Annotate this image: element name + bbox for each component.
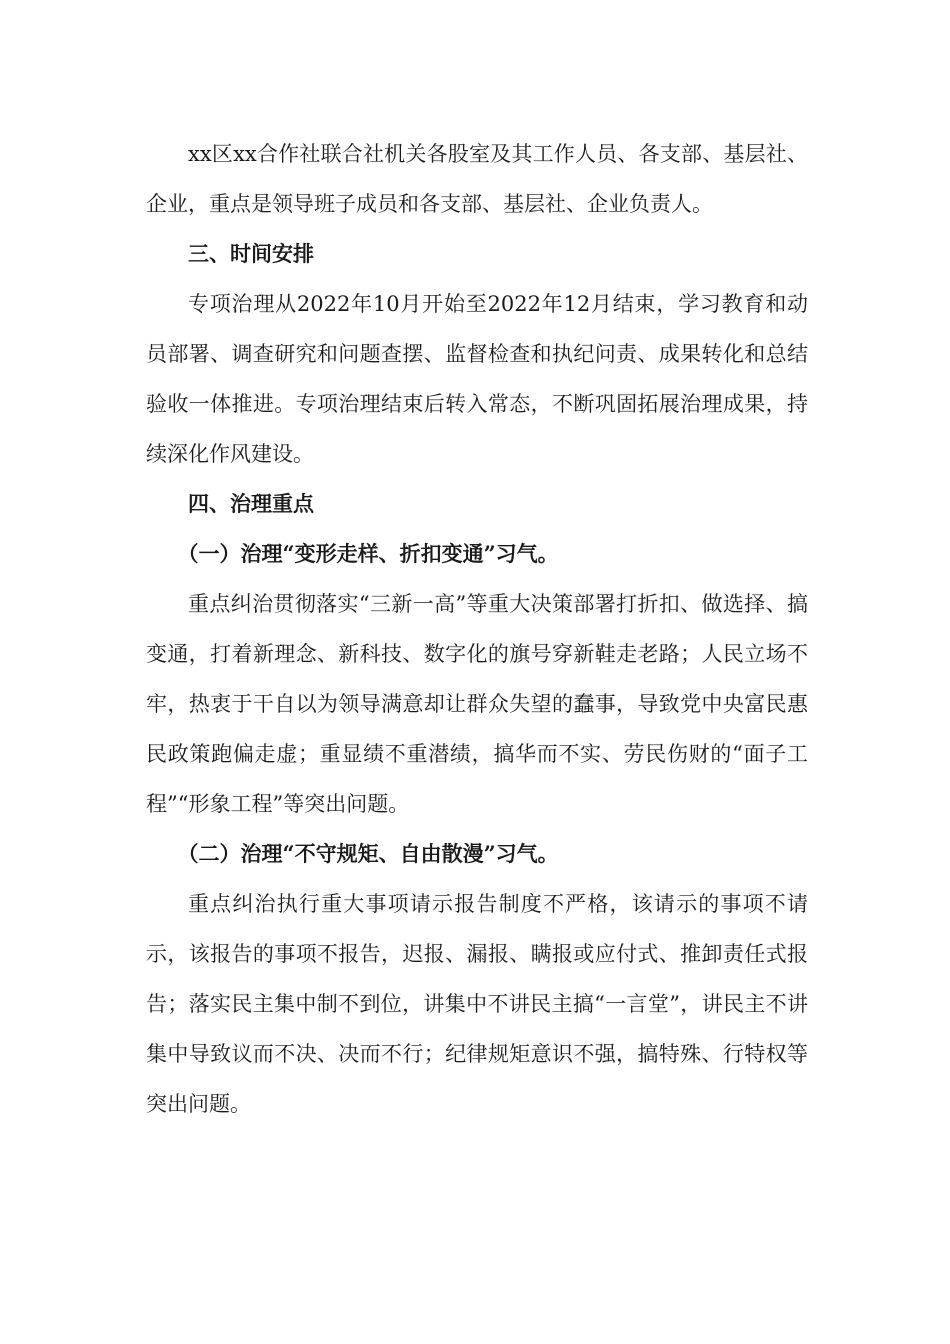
paragraph-schedule: 专项治理从2022年10月开始至2022年12月结束，学习教育和动员部署、调查研究和问题查摆、监督检查和执纪问责、成果转化和总结验收一体推进。专项治理结束后转入常态，不断巩固拓展治理成果，持续深化作风建设。	[146, 292, 808, 466]
document-body	[146, 129, 808, 1129]
heading-schedule: 三、时间安排	[188, 242, 314, 266]
subheading-focus-2: （二）治理“不守规矩、自由散漫”习气。	[177, 841, 559, 866]
heading-focus: 四、治理重点	[188, 492, 314, 516]
paragraph-focus-2: 重点纠治执行重大事项请示报告制度不严格，该请示的事项不请示，该报告的事项不报告，迟报、漏报、瞒报或应付式、推卸责任式报告；落实民主集中制不到位，讲集中不讲民主搞“一言堂”，讲民主不讲集中导致议而不决、决而不行；纪律规矩意识不强，搞特殊、行特权等突出问题。	[146, 892, 808, 1116]
paragraph-scope: xx区xx合作社联合社机关各股室及其工作人员、各支部、基层社、企业，重点是领导班子成员和各支部、基层社、企业负责人。	[146, 142, 808, 216]
subheading-focus-1: （一）治理“变形走样、折扣变通”习气。	[177, 541, 559, 566]
paragraph-focus-1: 重点纠治贯彻落实“三新一高”等重大决策部署打折扣、做选择、搞变通，打着新理念、新科技、数字化的旗号穿新鞋走老路；人民立场不牢，热衷于干自以为领导满意却让群众失望的蠢事，导致党中央富民惠民政策跑偏走虚；重显绩不重潜绩，搞华而不实、劳民伤财的“面子工程”“形象工程”等突出问题。	[146, 592, 808, 816]
